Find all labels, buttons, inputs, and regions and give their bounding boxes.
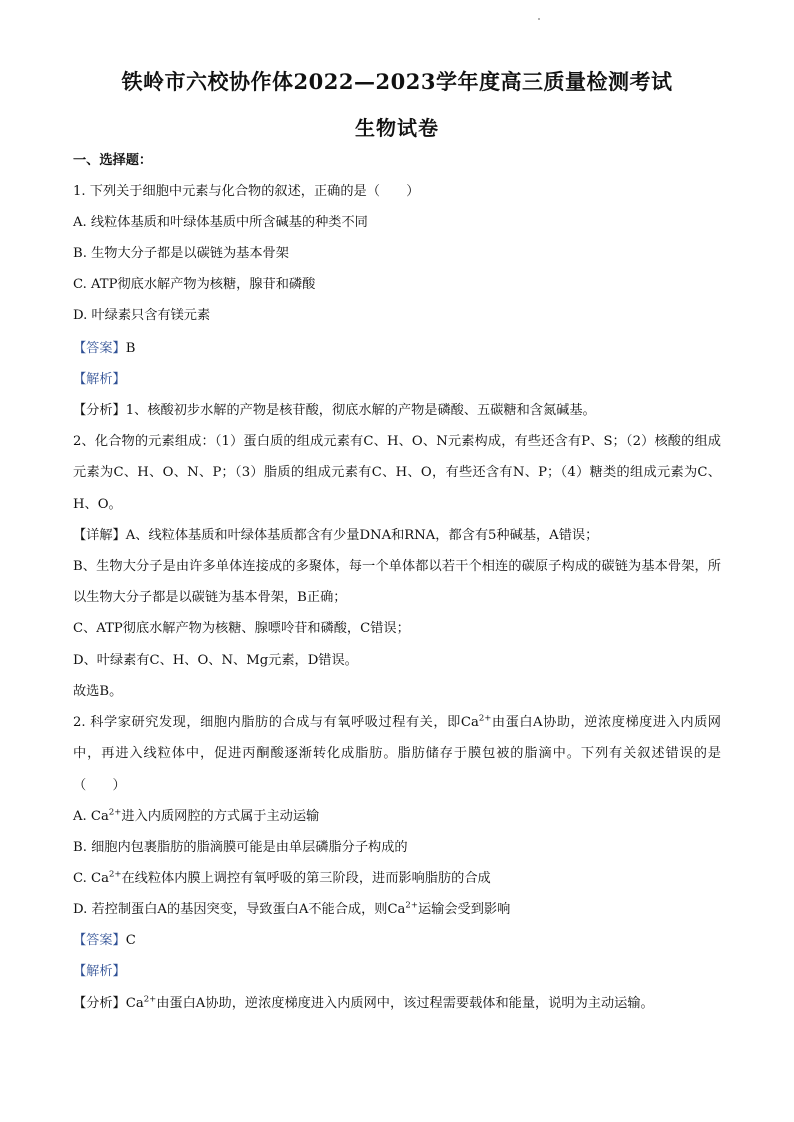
ion-charge: 2+ xyxy=(478,713,492,724)
q2-option-b: B. 细胞内包裹脂肪的脂滴膜可能是由单层磷脂分子构成的 xyxy=(73,840,408,855)
q2-option-a: A. $Ca^{2+}$进入内质网腔的方式属于主动运输 xyxy=(73,807,320,824)
q1-option-c: C. ATP彻底水解产物为核糖，腺苷和磷酸 xyxy=(73,277,316,292)
xiangjie-tag: 【详解】 xyxy=(73,528,126,543)
fenxi-tag: 【分析】 xyxy=(73,996,126,1011)
answer-tag: 【答案】 xyxy=(73,341,126,356)
q1-option-d: D. 叶绿素只含有镁元素 xyxy=(73,308,211,323)
q1-xiangjie-a: 【详解】A、线粒体基质和叶绿体基质都含有少量DNA和RNA，都含有5种碱基，A错误； xyxy=(73,528,599,543)
section-heading: 一、选择题： xyxy=(73,153,153,168)
page-title: 铁岭市六校协作体2022—2023学年度高三质量检测考试 xyxy=(121,69,673,94)
fenxi-tag: 【分析】 xyxy=(73,403,126,418)
q1-answer xyxy=(73,340,135,358)
q2-answer xyxy=(73,932,136,950)
answer-tag: 【答案】 xyxy=(73,933,126,948)
q1-option-b: B. 生物大分子都是以碳链为基本骨架 xyxy=(73,246,289,261)
answer-value: B xyxy=(125,341,136,356)
q2-analysis-tag: 【解析】 xyxy=(73,964,126,979)
q1-stem: 1. 下列关于细胞中元素与化合物的叙述，正确的是（ ） xyxy=(73,184,420,199)
q2-stem: 2. 科学家研究发现，细胞内脂肪的合成与有氧呼吸过程有关，即$Ca^{2+}$由蛋白A协助，逆浓度梯度进入内质网中，再进入线粒体中，促进丙酮酸逐渐转化成脂肪。脂肪储存于膜包被的脂滴中。下列有关叙述错误的是（ ） xyxy=(73,713,721,793)
q1-conclusion: 故选B。 xyxy=(73,684,123,699)
q1-xiangjie-c: C、ATP彻底水解产物为核糖、腺嘌呤苷和磷酸，C错误； xyxy=(73,621,410,636)
q2-option-c: C. $Ca^{2+}$在线粒体内膜上调控有氧呼吸的第三阶段，进而影响脂肪的合成 xyxy=(73,869,491,886)
q2-fenxi: 【分析】$Ca^{2+}$由蛋白A协助，逆浓度梯度进入内质网中，该过程需要载体和能量，说明为主动运输。 xyxy=(73,994,654,1011)
q1-fenxi-2: 2、化合物的元素组成：（1）蛋白质的组成元素有C、H、O、N元素构成，有些还含有P、S；（2）核酸的组成元素为C、H、O、N、P；（3）脂质的组成元素有C、H、O，有些还含有N、P；（4）糖类的组成元素为C、H、O。 xyxy=(73,434,721,512)
answer-value: C xyxy=(125,933,136,948)
q1-xiangjie-b: B、生物大分子是由许多单体连接成的多聚体，每一个单体都以若干个相连的碳原子构成的碳链为基本骨架，所以生物大分子都是以碳链为基本骨架，B正确； xyxy=(73,559,721,606)
q2-option-d: D. 若控制蛋白A的基因突变，导致蛋白A不能合成，则$Ca^{2+}$运输会受到影响 xyxy=(73,900,511,917)
q1-xiangjie-d: D、叶绿素有C、H、O、N、Mg元素，D错误。 xyxy=(73,653,358,668)
scan-dot xyxy=(538,18,540,20)
q1-fenxi-1: 【分析】1、核酸初步水解的产物是核苷酸，彻底水解的产物是磷酸、五碳糖和含氮碱基。 xyxy=(73,403,596,418)
q1-analysis-tag: 【解析】 xyxy=(73,372,126,387)
page-subtitle: 生物试卷 xyxy=(355,116,439,140)
q1-option-a: A. 线粒体基质和叶绿体基质中所含碱基的种类不同 xyxy=(73,215,368,230)
